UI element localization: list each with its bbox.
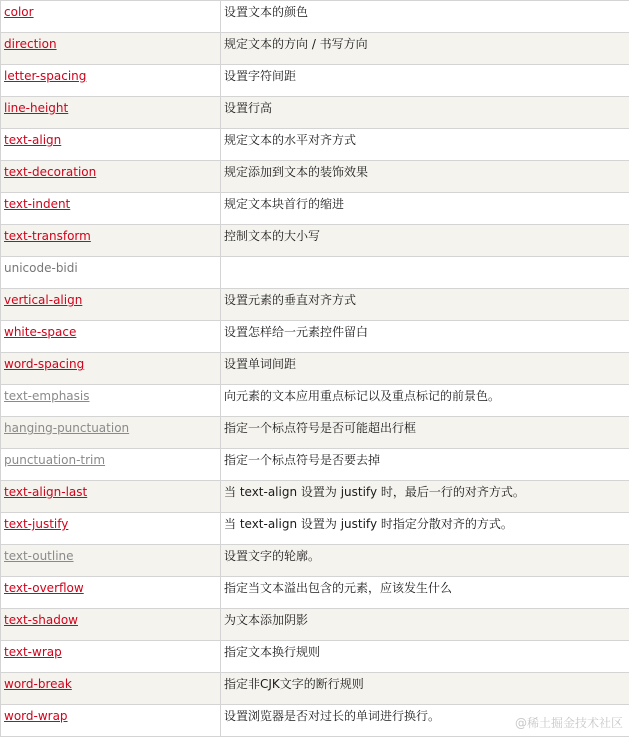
property-link[interactable]: text-transform bbox=[4, 229, 91, 243]
table-body bbox=[1, 1, 629, 737]
property-cell bbox=[1, 481, 221, 513]
watermark: @稀土掘金技术社区 bbox=[514, 716, 623, 730]
property-cell bbox=[1, 705, 221, 737]
property-cell bbox=[1, 65, 221, 97]
property-cell bbox=[1, 33, 221, 65]
property-link[interactable]: punctuation-trim bbox=[4, 453, 106, 467]
description-cell: 指定一个标点符号是否要去掉 bbox=[221, 449, 629, 481]
description-cell: 设置文本的颜色 bbox=[221, 1, 629, 33]
property-link[interactable]: word-spacing bbox=[4, 357, 85, 371]
property-cell bbox=[1, 673, 221, 705]
property-cell bbox=[1, 609, 221, 641]
description-cell: 指定一个标点符号是否可能超出行框 bbox=[221, 417, 629, 449]
property-cell bbox=[1, 353, 221, 385]
table-row bbox=[1, 417, 629, 449]
description-cell: 指定非CJK文字的断行规则 bbox=[221, 673, 629, 705]
property-cell bbox=[1, 321, 221, 353]
property-link[interactable]: text-shadow bbox=[4, 613, 78, 627]
property-cell bbox=[1, 97, 221, 129]
description-cell: 设置元素的垂直对齐方式 bbox=[221, 289, 629, 321]
description-cell: 规定添加到文本的装饰效果 bbox=[221, 161, 629, 193]
property-cell bbox=[1, 513, 221, 545]
property-cell bbox=[1, 641, 221, 673]
property-link[interactable]: direction bbox=[4, 37, 57, 51]
property-cell bbox=[1, 193, 221, 225]
table-row bbox=[1, 97, 629, 129]
description-cell: 为文本添加阴影 bbox=[221, 609, 629, 641]
description-cell: 规定文本块首行的缩进 bbox=[221, 193, 629, 225]
property-cell bbox=[1, 161, 221, 193]
table-row bbox=[1, 545, 629, 577]
property-cell bbox=[1, 257, 221, 289]
property-link[interactable]: line-height bbox=[4, 101, 69, 115]
table-row bbox=[1, 385, 629, 417]
property-link[interactable]: letter-spacing bbox=[4, 69, 87, 83]
description-cell: 当 text-align 设置为 justify 时，最后一行的对齐方式。 bbox=[221, 481, 629, 513]
property-link[interactable]: white-space bbox=[4, 325, 77, 339]
description-cell: 设置文字的轮廓。 bbox=[221, 545, 629, 577]
description-cell: 设置浏览器是否对过长的单词进行换行。 bbox=[221, 705, 629, 737]
property-link[interactable]: text-justify bbox=[4, 517, 69, 531]
table-row bbox=[1, 1, 629, 33]
description-cell: 控制文本的大小写 bbox=[221, 225, 629, 257]
property-link[interactable]: word-break bbox=[4, 677, 72, 691]
property-cell bbox=[1, 1, 221, 33]
description-cell: 设置单词间距 bbox=[221, 353, 629, 385]
table-row bbox=[1, 193, 629, 225]
property-link[interactable]: hanging-punctuation bbox=[4, 421, 130, 435]
table-row bbox=[1, 161, 629, 193]
table-row bbox=[1, 289, 629, 321]
table-row bbox=[1, 33, 629, 65]
table-row bbox=[1, 641, 629, 673]
table-row bbox=[1, 129, 629, 161]
property-link[interactable]: text-decoration bbox=[4, 165, 97, 179]
property-name: unicode-bidi bbox=[4, 261, 78, 275]
description-cell: 规定文本的水平对齐方式 bbox=[221, 129, 629, 161]
table-row bbox=[1, 321, 629, 353]
table-row bbox=[1, 353, 629, 385]
property-cell bbox=[1, 545, 221, 577]
table-row bbox=[1, 513, 629, 545]
property-link[interactable]: word-wrap bbox=[4, 709, 68, 723]
description-cell: 规定文本的方向 / 书写方向 bbox=[221, 33, 629, 65]
property-link[interactable]: text-wrap bbox=[4, 645, 62, 659]
property-link[interactable]: text-align bbox=[4, 133, 62, 147]
property-cell bbox=[1, 449, 221, 481]
table-row bbox=[1, 609, 629, 641]
property-link[interactable]: text-indent bbox=[4, 197, 71, 211]
property-link[interactable]: color bbox=[4, 5, 34, 19]
table-row bbox=[1, 449, 629, 481]
table-row bbox=[1, 481, 629, 513]
table-row bbox=[1, 225, 629, 257]
table-row bbox=[1, 577, 629, 609]
property-link[interactable]: text-overflow bbox=[4, 581, 84, 595]
description-cell: 指定当文本溢出包含的元素，应该发生什么 bbox=[221, 577, 629, 609]
property-link[interactable]: vertical-align bbox=[4, 293, 83, 307]
description-cell: 设置行高 bbox=[221, 97, 629, 129]
description-cell bbox=[221, 257, 629, 289]
property-link[interactable]: text-emphasis bbox=[4, 389, 90, 403]
property-cell bbox=[1, 289, 221, 321]
description-cell: 设置字符间距 bbox=[221, 65, 629, 97]
property-cell bbox=[1, 129, 221, 161]
table-row bbox=[1, 257, 629, 289]
description-cell: 设置怎样给一元素控件留白 bbox=[221, 321, 629, 353]
property-cell bbox=[1, 417, 221, 449]
table-row bbox=[1, 65, 629, 97]
property-cell bbox=[1, 577, 221, 609]
description-cell: 指定文本换行规则 bbox=[221, 641, 629, 673]
property-cell bbox=[1, 225, 221, 257]
property-cell bbox=[1, 385, 221, 417]
description-cell: 向元素的文本应用重点标记以及重点标记的前景色。 bbox=[221, 385, 629, 417]
property-link[interactable]: text-outline bbox=[4, 549, 74, 563]
property-link[interactable]: text-align-last bbox=[4, 485, 88, 499]
table-row bbox=[1, 673, 629, 705]
description-cell: 当 text-align 设置为 justify 时指定分散对齐的方式。 bbox=[221, 513, 629, 545]
